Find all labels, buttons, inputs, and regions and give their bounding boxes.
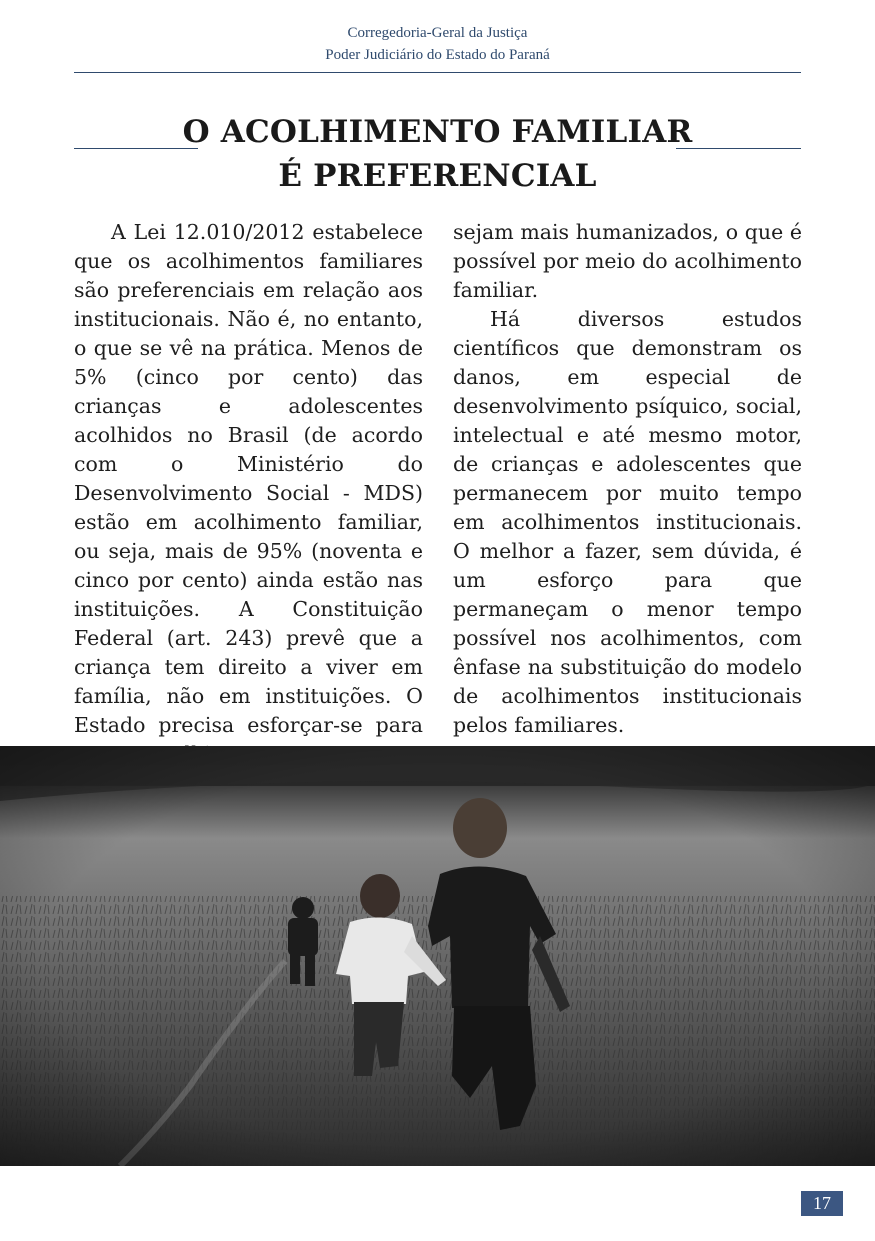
paragraph-2: Há diversos estudos científicos que demonstram os danos, em especial de desenvolvimento psíquico, social, intelectual e até mesmo motor, de crianças e adolescentes que permanecem por muito tempo em acolhimentos institucionais. O melhor a fazer, sem dúvida, é um esforço para que permaneçam o menor tempo possível nos acolhimentos, com ênfase na substituição do modelo de acolhimentos institucionais pelos familiares.	[453, 307, 802, 737]
page-title	[74, 110, 801, 198]
running-header	[74, 22, 801, 66]
page-number-badge: 17	[801, 1191, 843, 1216]
children-running-photo	[0, 746, 875, 1166]
text-column-right	[453, 218, 802, 740]
header-divider	[74, 72, 801, 73]
paragraph-1-part-1: A Lei 12.010/2012 estabelece que os acolhimentos familiares são preferenciais em relação aos institucionais. Não é, no entanto, o que se vê na prática. Menos de 5% (cinco por cento) das crianças e adolescentes acolhidos no Brasil (de acordo com o Ministério do Desenvolvimento Social - MDS) estão em acolhimento familiar, ou seja, mais de 95% (noventa e cinco por cento) ainda estão nas instituições. A Constituição Federal (art. 243) prevê que a criança tem direito a viver em família, não em instituições. O Estado precisa esforçar-se para	[74, 220, 423, 737]
paragraph-1-part-2: sejam mais humanizados, o que é possível por meio do acolhimento familiar.	[453, 220, 802, 302]
title-line-2: É PREFERENCIAL	[278, 158, 597, 194]
text-column-left	[74, 218, 423, 769]
header-line-2: Poder Judiciário do Estado do Paraná	[325, 47, 550, 63]
title-line-1: O ACOLHIMENTO FAMILIAR	[182, 114, 693, 150]
header-line-1: Corregedoria-Geral da Justiça	[347, 25, 528, 41]
